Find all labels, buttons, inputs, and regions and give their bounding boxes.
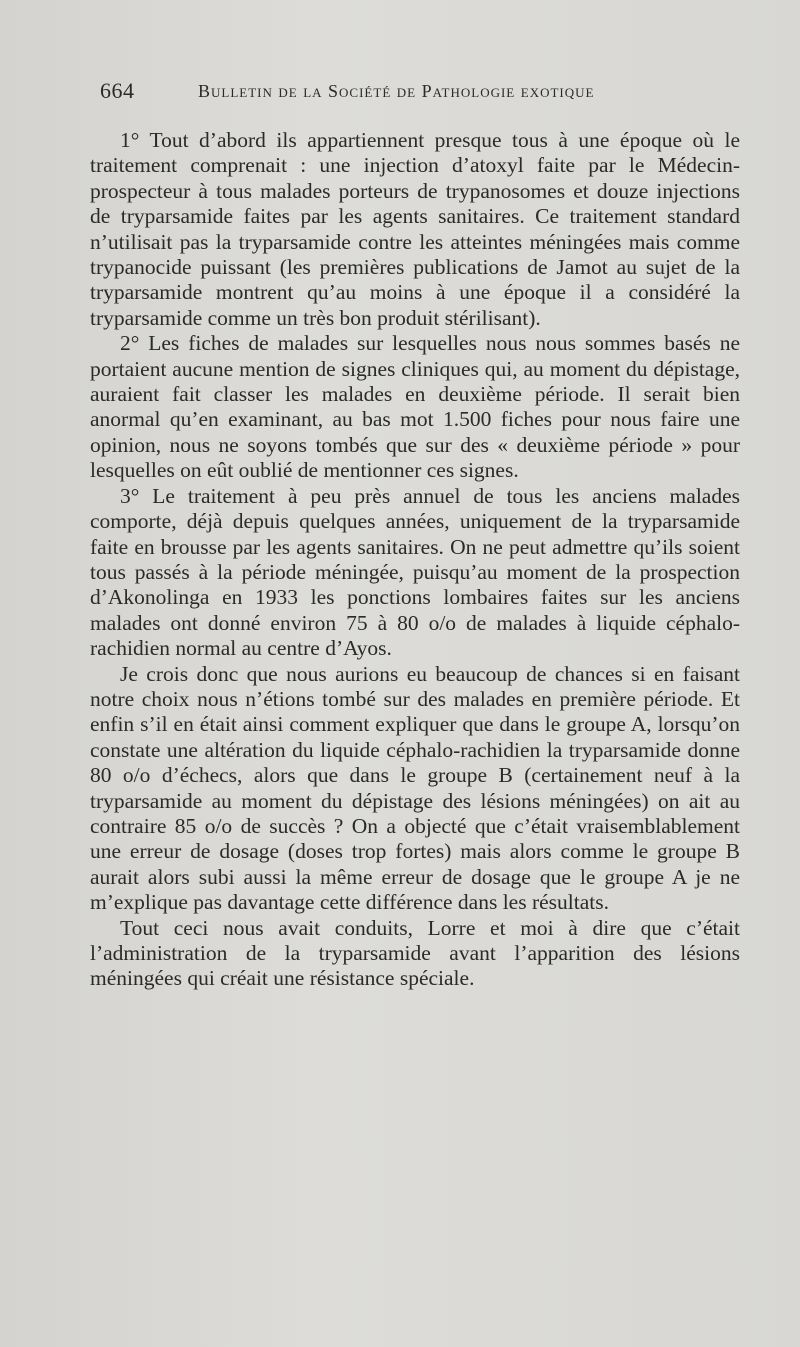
page-header xyxy=(100,78,740,108)
page-number: 664 xyxy=(100,78,135,103)
running-title: Bulletin de la Société de Pathologie exotique xyxy=(198,81,595,101)
body-text xyxy=(90,128,740,992)
paragraph-4: Je crois donc que nous aurions eu beaucoup de chances si en faisant notre choix nous n’étions tombé sur des malades en première période. Et enfin s’il en était ainsi comment expliquer que dans le groupe A, lorsqu’on constate une altération du liquide céphalo-rachidien la tryparsamide donne 80 o/o d’échecs, alors que dans le groupe B (certainement neuf à la tryparsamide au moment du dépistage des lésions méningées) on ait au contraire 85 o/o de succès ? On a objecté que c’était vraisemblablement une erreur de dosage (doses trop fortes) mais alors comme le groupe B aurait alors subi aussi la même erreur de dosage que le groupe A je ne m’explique pas davantage cette différence dans les résultats. xyxy=(90,661,740,915)
paragraph-2: 2° Les fiches de malades sur lesquelles nous nous sommes basés ne portaient aucune mention de signes cliniques qui, au moment du dépistage, auraient fait classer les malades en deuxième période. Il serait bien anormal qu’en examinant, au bas mot 1.500 fiches pour nous faire une opinion, nous ne soyons tombés que sur des « deuxième période » pour lesquelles on eût oublié de mentionner ces signes. xyxy=(90,331,740,483)
paragraph-1: 1° Tout d’abord ils appartiennent presque tous à une époque où le traitement comprenait : une injection d’atoxyl faite par le Médecin-prospecteur à tous malades porteurs de trypanosomes et douze injections de tryparsamide faites par les agents sanitaires. Ce traitement standard n’utilisait pas la tryparsamide contre les atteintes méningées mais comme trypanocide puissant (les premières publications de Jamot au sujet de la tryparsamide montrent qu’au moins à une époque il a considéré la tryparsamide comme un très bon produit stérilisant). xyxy=(90,128,740,330)
paragraph-3: 3° Le traitement à peu près annuel de tous les anciens malades comporte, déjà depuis quelques années, uniquement de la tryparsamide faite en brousse par les agents sanitaires. On ne peut admettre qu’ils soient tous passés à la période méningée, puisqu’au moment de la prospection d’Akonolinga en 1933 les ponctions lombaires faites sur les anciens malades ont donné environ 75 à 80 o/o de malades à liquide céphalo-rachidien normal au centre d’Ayos. xyxy=(90,483,740,661)
paragraph-5: Tout ceci nous avait conduits, Lorre et moi à dire que c’était l’administration de la tryparsamide avant l’apparition des lésions méningées qui créait une résistance spéciale. xyxy=(90,915,740,991)
